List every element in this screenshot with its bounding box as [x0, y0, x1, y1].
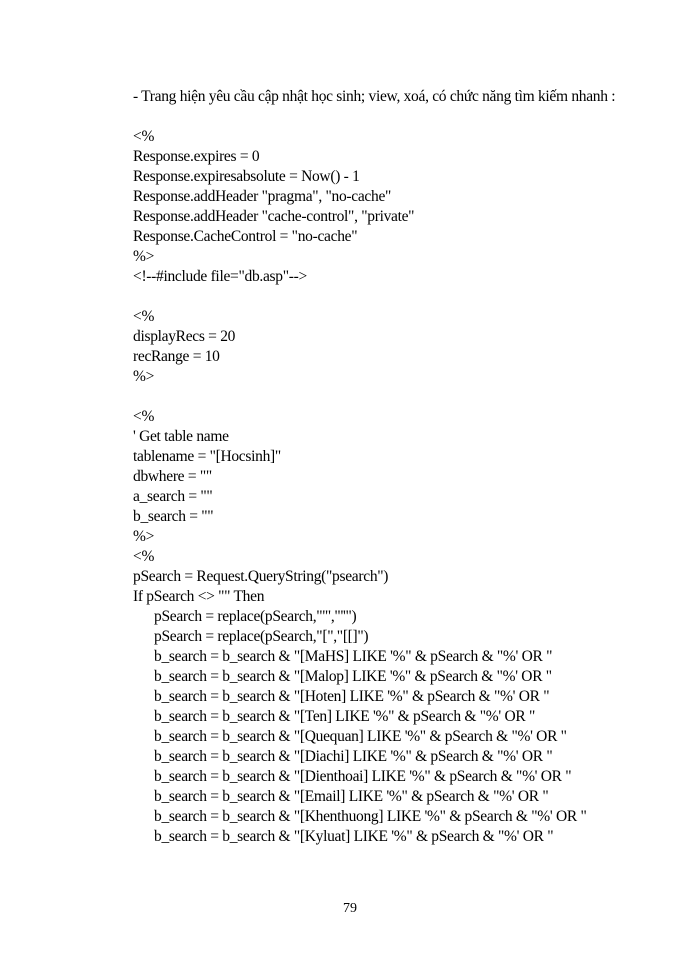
code-line: <%: [133, 308, 155, 325]
code-line: dbwhere = "": [133, 468, 212, 485]
code-line: a_search = "": [133, 488, 213, 505]
code-line: b_search = "": [133, 508, 214, 525]
code-line: pSearch = replace(pSearch,"'","''"): [154, 608, 357, 625]
code-line: b_search = b_search & "[Khenthuong] LIKE '%" & pSearch & "%' OR ": [154, 808, 587, 825]
code-line: pSearch = replace(pSearch,"[","[[]"): [154, 628, 369, 645]
code-line: b_search = b_search & "[Quequan] LIKE '%" & pSearch & "%' OR ": [154, 728, 567, 745]
code-line: %>: [133, 248, 155, 265]
code-line: b_search = b_search & "[Kyluat] LIKE '%" & pSearch & "%' OR ": [154, 828, 554, 845]
code-line: Response.addHeader "cache-control", "private": [133, 208, 415, 225]
code-line: If pSearch <> "" Then: [133, 588, 265, 605]
code-line: tablename = "[Hocsinh]": [133, 448, 281, 465]
code-line: recRange = 10: [133, 348, 220, 365]
code-line: b_search = b_search & "[Dienthoai] LIKE '%" & pSearch & "%' OR ": [154, 768, 572, 785]
code-line: <%: [133, 548, 155, 565]
code-line: %>: [133, 528, 155, 545]
code-line: b_search = b_search & "[Email] LIKE '%" & pSearch & "%' OR ": [154, 788, 549, 805]
code-line: [133, 387, 673, 407]
code-line: [133, 287, 673, 307]
code-line: <%: [133, 128, 155, 145]
code-line: Response.addHeader "pragma", "no-cache": [133, 188, 392, 205]
code-line: Response.expiresabsolute = Now() - 1: [133, 168, 360, 185]
code-line: <%: [133, 408, 155, 425]
code-listing: [133, 127, 673, 847]
code-line: %>: [133, 368, 155, 385]
code-line: Response.CacheControl = "no-cache": [133, 228, 358, 245]
code-line: <!--#include file="db.asp"-->: [133, 268, 307, 285]
page-number: 79: [343, 901, 357, 916]
code-line: Response.expires = 0: [133, 148, 260, 165]
code-line: b_search = b_search & "[MaHS] LIKE '%" & pSearch & "%' OR ": [154, 648, 553, 665]
intro-paragraph: - Trang hiện yêu cầu cập nhật học sinh; view, xoá, có chức năng tìm kiếm nhanh :: [133, 88, 616, 105]
code-line: displayRecs = 20: [133, 328, 236, 345]
code-line: b_search = b_search & "[Hoten] LIKE '%" & pSearch & "%' OR ": [154, 688, 550, 705]
code-line: b_search = b_search & "[Malop] LIKE '%" & pSearch & "%' OR ": [154, 668, 552, 685]
code-line: b_search = b_search & "[Ten] LIKE '%" & pSearch & "%' OR ": [154, 708, 535, 725]
code-line: pSearch = Request.QueryString("psearch"): [133, 568, 389, 585]
code-line: ' Get table name: [133, 428, 229, 445]
code-line: b_search = b_search & "[Diachi] LIKE '%" & pSearch & "%' OR ": [154, 748, 553, 765]
